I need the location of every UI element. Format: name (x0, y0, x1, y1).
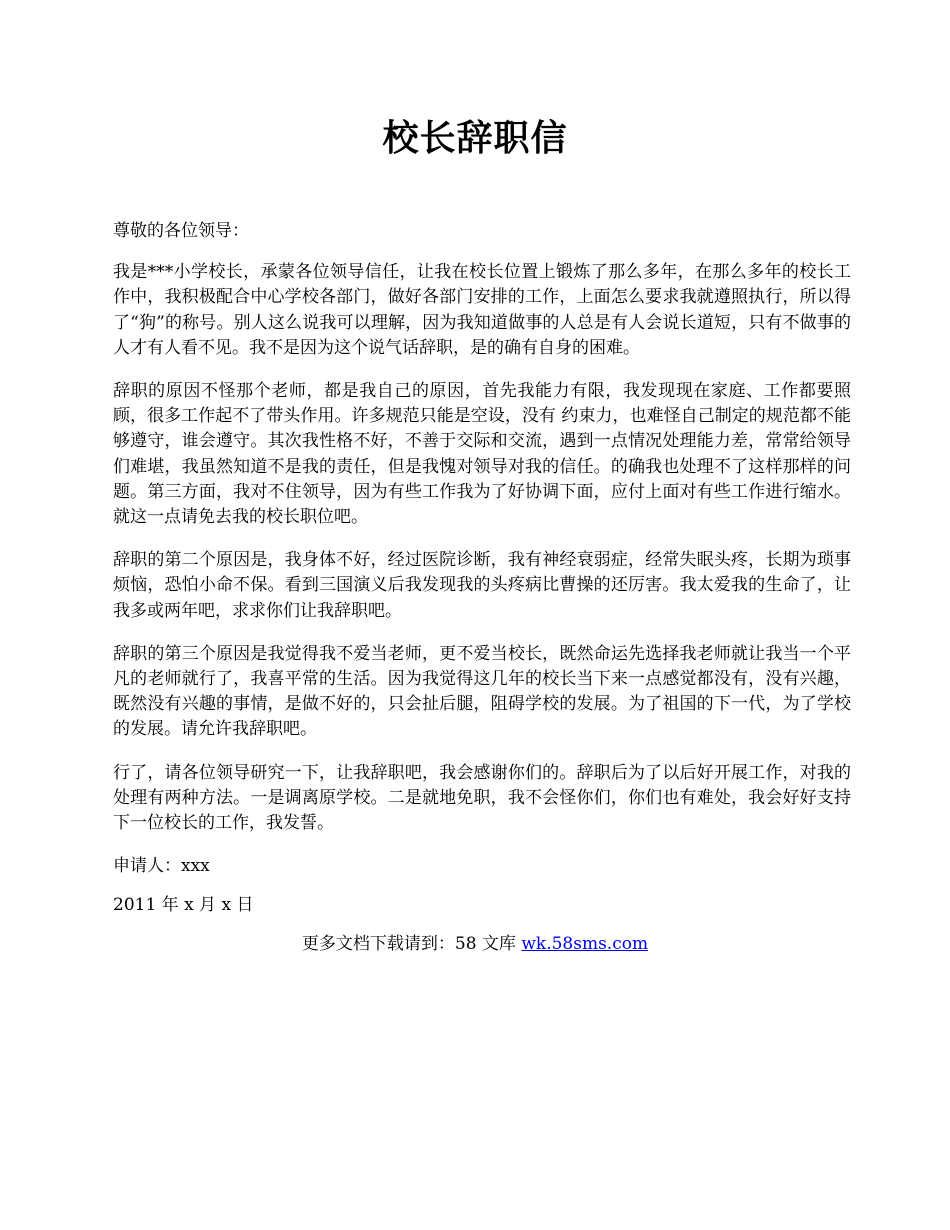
download-footer (0, 929, 950, 954)
date-line: 2011 年 x 月 x 日 (113, 895, 254, 916)
paragraph-2: 辞职的原因不怪那个老师，都是我自己的原因，首先我能力有限，我发现现在家庭、工作都要照顾，很多工作起不了带头作用。许多规范只能是空设，没有 约束力，也难怪自己制定的规范都不能够遵守，谁会遵守。其次我性格不好，不善于交际和交流，遇到一点情况处理能力差，常常给领导们难堪，我虽然知道不是我的责任，但是我愧对领导对我的信任。的确我也处理不了这样那样的问题。第三方面，我对不住领导，因为有些工作我为了好协调下面，应付上面对有些工作进行缩水。就这一点请免去我的校长职位吧。 (113, 381, 851, 528)
letter-body (113, 219, 851, 937)
salutation: 尊敬的各位领导： (113, 221, 249, 241)
footer-text: 更多文档下载请到：58 文库 (301, 934, 522, 954)
footer-link[interactable]: wk.58sms.com (521, 934, 649, 954)
document-title: 校长辞职信 (382, 117, 568, 159)
paragraph-1: 我是***小学校长，承蒙各位领导信任，让我在校长位置上锻炼了那么多年，在那么多年的校长工作中，我积极配合中心学校各部门，做好各部门安排的工作，上面怎么要求我就遵照执行，所以得了“狗”的称号。别人这么说我可以理解，因为我知道做事的人总是有人会说长道短，只有不做事的人才有人看不见。我不是因为这个说气话辞职，是的确有自身的困难。 (113, 262, 851, 358)
paragraph-4: 辞职的第三个原因是我觉得我不爱当老师，更不爱当校长，既然命运先选择我老师就让我当一个平凡的老师就行了，我喜平常的生活。因为我觉得这几年的校长当下来一点感觉都没有，没有兴趣，既然没有兴趣的事情，是做不好的，只会扯后腿，阻碍学校的发展。为了祖国的下一代，为了学校的发展。请允许我辞职吧。 (113, 643, 851, 740)
paragraph-5: 行了，请各位领导研究一下，让我辞职吧，我会感谢你们的。辞职后为了以后好开展工作，对我的处理有两种方法。一是调离原学校。二是就地免职，我不会怪你们，你们也有难处，我会好好支持下一位校长的工作，我发誓。 (113, 762, 851, 834)
applicant-line: 申请人：xxx (113, 856, 210, 877)
paragraph-3: 辞职的第二个原因是，我身体不好，经过医院诊断，我有神经衰弱症，经常失眠头疼，长期为琐事烦恼，恐怕小命不保。看到三国演义后我发现我的头疼病比曹操的还厉害。我太爱我的生命了，让我多或两年吧，求求你们让我辞职吧。 (113, 550, 851, 621)
